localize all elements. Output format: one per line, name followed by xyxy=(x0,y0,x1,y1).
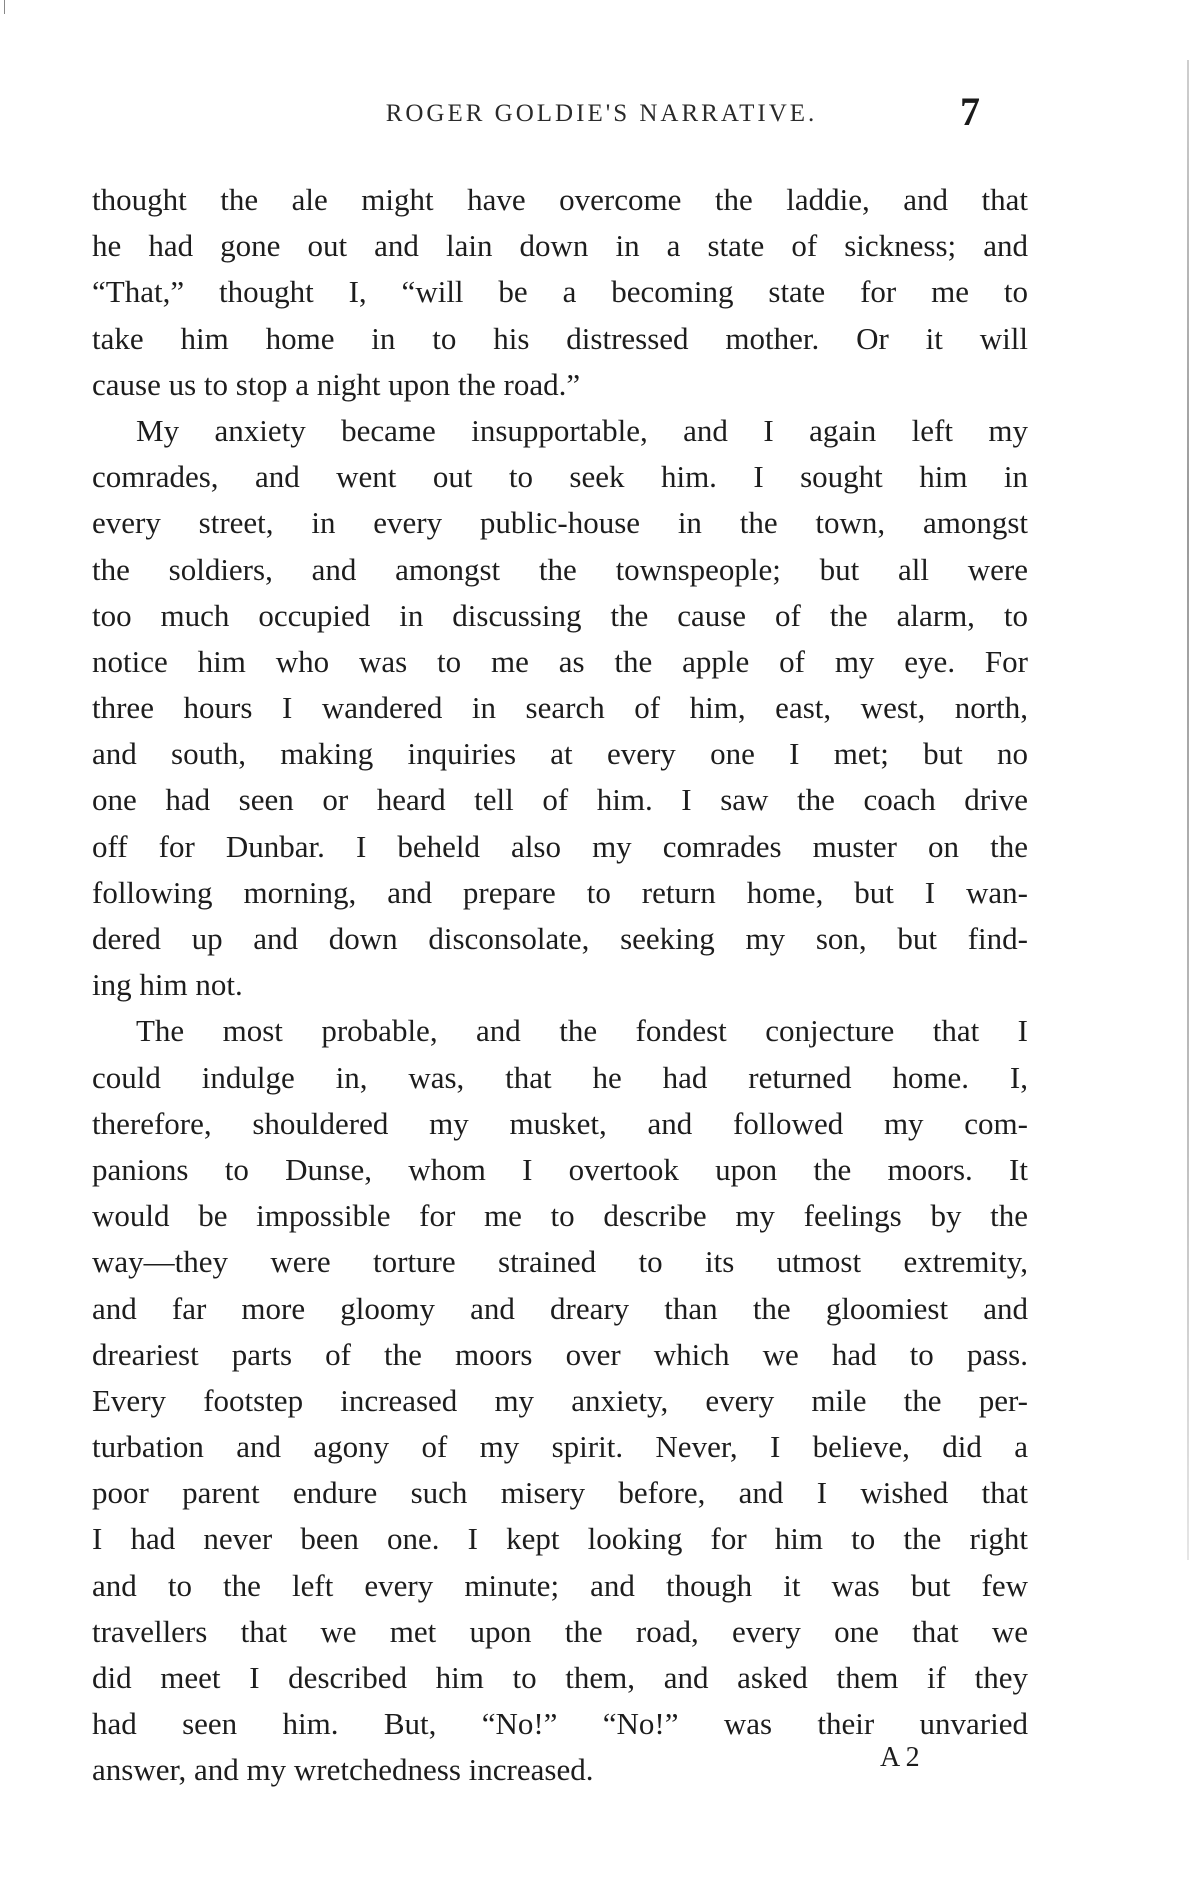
text-line: the soldiers, and amongst the townspeople; but all were xyxy=(92,551,1028,587)
text-line: take him home in to his distressed mother. Or it will xyxy=(92,320,1028,356)
text-line: “That,” thought I, “will be a becoming state for me to xyxy=(92,274,1028,310)
text-line: turbation and agony of my spirit. Never, I believe, did a xyxy=(92,1429,1028,1465)
paragraph xyxy=(92,1008,1028,1793)
text-line: and south, making inquiries at every one I met; but no xyxy=(92,736,1028,772)
text-line: had seen him. But, “No!” “No!” was their unvaried xyxy=(92,1706,1028,1742)
text-line: and to the left every minute; and though it was but few xyxy=(92,1567,1028,1603)
text-line: dered up and down disconsolate, seeking my son, but find- xyxy=(92,921,1028,956)
text-line: travellers that we met upon the road, every one that we xyxy=(92,1613,1028,1649)
text-line: too much occupied in discussing the cause of the alarm, to xyxy=(92,597,1028,633)
text-line: comrades, and went out to seek him. I sought him in xyxy=(92,459,1028,495)
text-line: dreariest parts of the moors over which we had to pass. xyxy=(92,1336,1028,1372)
text-line: way—they were torture strained to its utmost extremity, xyxy=(92,1244,1028,1280)
text-line: notice him who was to me as the apple of my eye. For xyxy=(92,643,1028,679)
text-line: cause us to stop a night upon the road.” xyxy=(92,366,581,402)
text-line: answer, and my wretchedness increased. xyxy=(92,1752,594,1788)
paragraph xyxy=(92,177,1028,408)
body-text xyxy=(92,177,1028,1794)
text-line: thought the ale might have overcome the laddie, and that xyxy=(92,182,1028,217)
text-line: and far more gloomy and dreary than the gloomiest and xyxy=(92,1290,1028,1326)
text-line: I had never been one. I kept looking for him to the right xyxy=(92,1521,1028,1557)
text-line: following morning, and prepare to return home, but I wan- xyxy=(92,874,1028,910)
text-line: The most probable, and the fondest conjecture that I xyxy=(136,1013,1028,1049)
text-line: Every footstep increased my anxiety, every mile the per- xyxy=(92,1382,1028,1418)
text-line: one had seen or heard tell of him. I saw the coach drive xyxy=(92,782,1028,818)
text-line: three hours I wandered in search of him, east, west, north, xyxy=(92,690,1028,726)
text-line: would be impossible for me to describe my feelings by the xyxy=(92,1198,1028,1234)
page-number: 7 xyxy=(960,89,980,134)
text-line: he had gone out and lain down in a state of sickness; and xyxy=(92,228,1028,264)
text-line: did meet I described him to them, and asked them if they xyxy=(92,1660,1028,1695)
signature-mark: A 2 xyxy=(880,1742,920,1773)
text-line: panions to Dunse, whom I overtook upon the moors. It xyxy=(92,1151,1028,1187)
running-head: ROGER GOLDIE'S NARRATIVE. xyxy=(385,100,818,127)
text-line: every street, in every public-house in the town, amongst xyxy=(92,505,1028,541)
text-line: could indulge in, was, that he had returned home. I, xyxy=(92,1059,1028,1095)
page-binding-edge xyxy=(1187,60,1189,1560)
page-edge-mark xyxy=(4,0,5,14)
paragraph xyxy=(92,408,1028,1008)
text-line: ing him not. xyxy=(92,967,243,1003)
text-line: off for Dunbar. I beheld also my comrades muster on the xyxy=(92,828,1028,864)
text-line: My anxiety became insupportable, and I again left my xyxy=(136,412,1028,448)
text-line: poor parent endure such misery before, and I wished that xyxy=(92,1475,1028,1511)
text-line: therefore, shouldered my musket, and followed my com- xyxy=(92,1105,1028,1141)
